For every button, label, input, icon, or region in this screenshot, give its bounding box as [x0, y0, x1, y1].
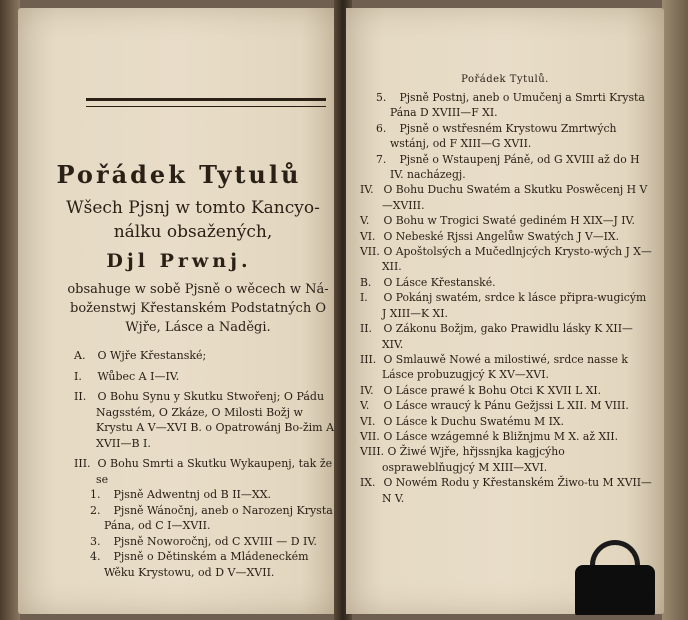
binder-clip	[575, 565, 655, 615]
entry-text: O Nebeské Rjssi Angelůw Swatých J V—IX.	[383, 229, 620, 243]
entry-number: 2.	[90, 503, 101, 517]
entry-number: II.	[74, 390, 87, 403]
entry-text: O Bohu Duchu Swatém a Skutku Poswěcenj H V—XVIII.	[382, 183, 648, 212]
entry-text: O Wjře Křestanské;	[97, 349, 207, 362]
contents-entry	[360, 290, 652, 321]
contents-entry	[74, 487, 340, 503]
contents-entry	[74, 534, 340, 550]
entry-number: VI.	[360, 229, 376, 243]
left-page	[18, 8, 340, 614]
entry-text: Pjsně Wánočnj, aneb o Narozenj Krysta Pána, od C I—XVII.	[104, 503, 333, 532]
contents-entry	[360, 213, 652, 228]
contents-entry	[360, 152, 652, 183]
contents-entry	[74, 503, 340, 534]
entry-text: Pjsně Postnj, aneb o Umučenj a Smrti Krysta Pána D XVIII—F XI.	[390, 91, 645, 120]
entry-number: 1.	[90, 488, 101, 501]
entry-text: O Bohu w Trogici Swaté gediném H XIX—J IV.	[383, 214, 635, 228]
entry-number: III.	[360, 352, 377, 366]
contents-entry	[360, 229, 652, 244]
contents-entry	[360, 321, 652, 352]
part-heading: Djl Prwnj.	[106, 250, 252, 272]
contents-entry	[74, 456, 340, 487]
entry-number: II.	[360, 322, 372, 336]
contents-entry	[360, 429, 652, 444]
entry-text: Pjsně o wstřesném Krystowu Zmrtwých wstánj, od F XIII—G XVII.	[390, 121, 617, 151]
contents-entry	[360, 182, 652, 213]
entry-number: VIII.	[360, 445, 385, 459]
contents-entry	[360, 121, 652, 152]
entry-number: IV.	[360, 183, 374, 197]
entry-text: O Lásce wzágemné k Bližnjmu M X. až XII.	[383, 429, 619, 443]
entry-text: O Lásce wraucý k Pánu Gežjssi L XII. M VIII.	[383, 399, 629, 413]
ornamental-rule	[86, 98, 326, 107]
entry-text: O Bohu Smrti a Skutku Wykaupenj, tak že se	[96, 457, 333, 486]
entry-text: O Lásce Křestanské.	[383, 275, 496, 289]
book-page-edges	[662, 0, 688, 620]
left-contents-list	[74, 348, 340, 580]
entry-text: Pjsně o Wstaupenj Páně, od G XVIII až do H IV. nacházegj.	[390, 152, 640, 182]
entry-number: 3.	[90, 534, 101, 548]
entry-text: O Lásce prawé k Bohu Otci K XVII L XI.	[383, 383, 602, 397]
page-subtitle: Wšech Pjsnj w tomto Kancyo-nálku obsažených,	[66, 198, 320, 242]
entry-number: V.	[360, 214, 370, 228]
contents-entry	[360, 444, 652, 475]
entry-number: III.	[74, 457, 91, 470]
entry-number: IX.	[360, 476, 376, 490]
entry-number: VII.	[360, 245, 380, 259]
entry-number: VII.	[360, 429, 380, 443]
entry-number: 4.	[90, 550, 101, 563]
contents-entry	[360, 90, 652, 121]
entry-text: O Zákonu Božjm, gako Prawidlu lásky K XII—XIV.	[382, 322, 633, 351]
running-header: Pořádek Tytulů.	[461, 74, 549, 85]
entry-text: O Smlauwě Nowé a milostiwé, srdce nasse k Lásce probuzugjcý K XV—XVI.	[382, 352, 628, 382]
entry-text: O Nowém Rodu y Křestanském Žiwo-tu M XVII—N V.	[382, 476, 652, 505]
contents-entry	[74, 348, 340, 364]
entry-number: IV.	[360, 383, 374, 397]
entry-text: Pjsně Noworočnj, od C XVIII — D IV.	[113, 534, 317, 548]
contents-entry	[360, 383, 652, 398]
contents-entry	[74, 369, 340, 385]
right-page	[346, 8, 664, 614]
entry-text: O Bohu Synu y Skutku Stwořenj; O Pádu Nagsstém, O Zkáze, O Milosti Božj w Krystu A V—XVI B. o Opatrowánj Bo-žim A XVII—B I.	[96, 390, 335, 450]
entry-text: Pjsně o Dětinském a Mládeneckém Wěku Krystowu, od D V—XVII.	[104, 550, 309, 579]
contents-entry	[74, 389, 340, 451]
entry-number: I.	[360, 291, 368, 305]
contents-entry	[360, 475, 652, 506]
book-cover-left	[0, 0, 20, 620]
right-contents-list	[360, 90, 652, 506]
part-description: obsahuge w sobě Pjsně o wěcech w Ná-boženstwj Křestanském Podstatných O Wjře, Lásce a Naděgi.	[67, 282, 329, 335]
entry-text: O Apoštolsých a Mučedlnjcých Krysto-wých J X—XII.	[382, 245, 652, 274]
contents-entry	[360, 398, 652, 413]
entry-text: O Lásce k Duchu Swatému M IX.	[383, 414, 565, 428]
contents-entry	[360, 275, 652, 290]
contents-entry	[360, 352, 652, 383]
contents-entry	[360, 244, 652, 275]
entry-number: V.	[360, 399, 370, 413]
entry-text: O Pokánj swatém, srdce k lásce připra-wugicým J XIII—K XI.	[382, 291, 647, 320]
entry-number: 7.	[376, 152, 387, 166]
contents-entry	[360, 414, 652, 429]
entry-number: 5.	[376, 91, 387, 104]
entry-number: B.	[360, 275, 372, 289]
entry-text: Wůbec A I—IV.	[97, 369, 180, 383]
contents-entry	[74, 549, 340, 580]
entry-number: I.	[74, 369, 82, 383]
entry-number: 6.	[376, 121, 387, 135]
entry-text: O Žiwé Wjře, hřjssnjka kagjcýho ospraweblňugjcý M XIII—XVI.	[382, 445, 565, 474]
entry-number: A.	[74, 349, 86, 362]
entry-text: Pjsně Adwentnj od B II—XX.	[113, 488, 272, 501]
page-title: Pořádek Tytulů	[56, 160, 302, 189]
entry-number: VI.	[360, 414, 376, 428]
